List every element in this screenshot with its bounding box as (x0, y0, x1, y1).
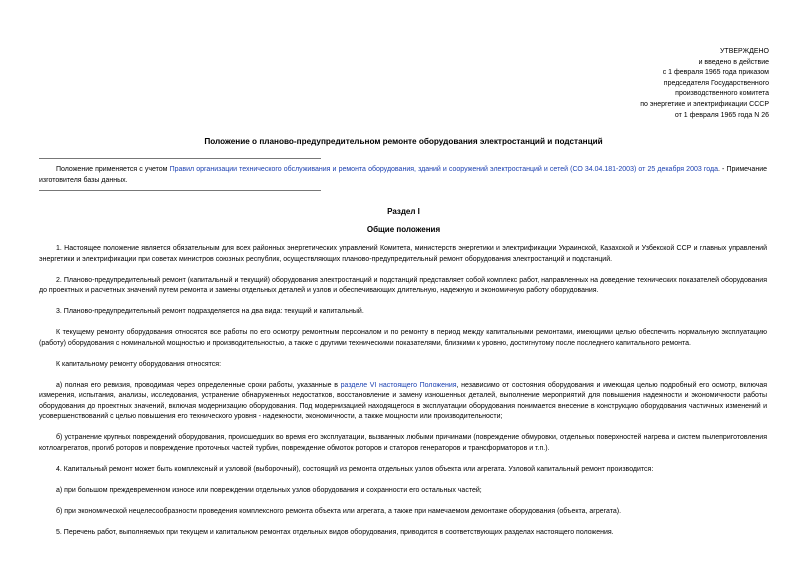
paragraph-3: 3. Планово-предупредительный ремонт подразделяется на два вида: текущий и капитальный. (56, 308, 364, 315)
paragraph-10: б) при экономической нецелесообразности проведения комплексного ремонта объекта или агрегата, а также при намечаемом демонтаже оборудования (объекта, агрегата). (56, 507, 622, 515)
approval-line: с 1 февраля 1965 года приказом (662, 69, 769, 77)
section-vi-link[interactable]: разделе VI настоящего Положения (340, 381, 457, 389)
approval-line: от 1 февраля 1965 года N 26 (674, 111, 769, 119)
editor-note (39, 158, 767, 191)
note-text-before: Положение применяется с учетом (56, 166, 170, 173)
note-text (39, 165, 767, 186)
paragraph-6-after: , независимо от состояния оборудования и имеющая целью подробный его осмотр, включая измерения, испытания, анализы, исследования, устранение обнаруженных недостатков, восстановление и замену изношенных деталей, выполнение мероприятий для повышения надежности и экономичности работы оборудования до проектных значений, включая модернизацию оборудования. Под модернизацией находящегося в эксплуатации оборудования понимается внесение в конструкцию оборудования частичных изменений и усовершенствований с целью повышения его технического уровня - надежности, экономичности, а также мощности или производительности; (39, 381, 768, 420)
paragraph-6-before: а) полная его ревизия, проводимая через определенные сроки работы, указанные в (56, 381, 341, 389)
approval-line: председателя Государственного (663, 79, 769, 87)
note-divider-top (39, 158, 321, 159)
document-title: Положение о планово-предупредительном ремонте оборудования электростанций и подстанций (204, 137, 603, 146)
paragraph-2: 2. Планово-предупредительный ремонт (капитальный и текущий) оборудования электростанций и подстанций представляет собой комплекс работ, направленных на доведение технических показателей оборудования до проектных и расчетных значений путем ремонта и замены отдельных деталей и узлов и обеспечивающих длительную, надежную и экономичную работу оборудования. (39, 276, 767, 294)
approval-line: и введено в действие (698, 58, 769, 66)
paragraph-6 (39, 381, 767, 423)
paragraph-11: 5. Перечень работ, выполняемых при текущем и капитальном ремонтах отдельных видов оборудования, приводится в соответствующих разделах настоящего положения. (56, 528, 614, 536)
document-body (39, 244, 767, 549)
approval-line: по энергетике и электрификации СССР (640, 100, 769, 108)
paragraph-1: 1. Настоящее положение является обязательным для всех районных энергетических управлений Комитета, министерств энергетики и электрификации Украинской, Казахской и Узбекской ССР и главных управлений энергетики и электрификации при советах министров союзных республик, осуществляющих планово-предупредительный ремонт оборудования электростанций и подстанций. (39, 245, 767, 263)
paragraph-4: К текущему ремонту оборудования относятся все работы по его осмотру ремонтным персоналом и по ремонту в период между капитальными ремонтами, имеющими целью обеспечить нормальную эксплуатацию (работу) оборудования с номинальной мощностью и производительностью, а также с другими техническими показателями, близкими к уровню, достигнутому после последнего капитального ремонта. (39, 329, 767, 347)
paragraph-5: К капитальному ремонту оборудования относятся: (56, 360, 222, 368)
paragraph-9: а) при большом преждевременном износе или повреждении отдельных узлов оборудования и сохранности его остальных частей; (56, 486, 482, 494)
note-divider-bottom (39, 190, 321, 191)
paragraph-8: 4. Капитальный ремонт может быть комплексный и узловой (выборочный), состоящий из ремонта отдельных узлов объекта или агрегата. Узловой капитальный ремонт производится: (56, 465, 654, 473)
approval-line: производственного комитета (675, 90, 769, 98)
section-heading: Раздел I (387, 207, 420, 216)
paragraph-7: б) устранение крупных повреждений оборудования, происшедших во время его эксплуатации, вызванных любыми причинами (повреждение обмуровки, отдельных поверхностей нагрева и систем пылеприготовления котлоагрегатов, прогиб роторов и повреждение проточных частей турбин, повреждение обмоток роторов и статоров генераторов и трансформаторов и т.п.). (39, 434, 767, 452)
note-text-after: . - Примечание изготовителя базы данных. (39, 166, 767, 184)
section-subheading: Общие положения (366, 225, 441, 234)
rules-link[interactable]: Правил организации технического обслуживания и ремонта оборудования, зданий и сооружений электростанций и сетей (СО 34.04.181-2003) от 25 декабря 2003 года (169, 166, 718, 173)
approval-block (640, 47, 769, 121)
approval-line: УТВЕРЖДЕНО (719, 48, 769, 55)
